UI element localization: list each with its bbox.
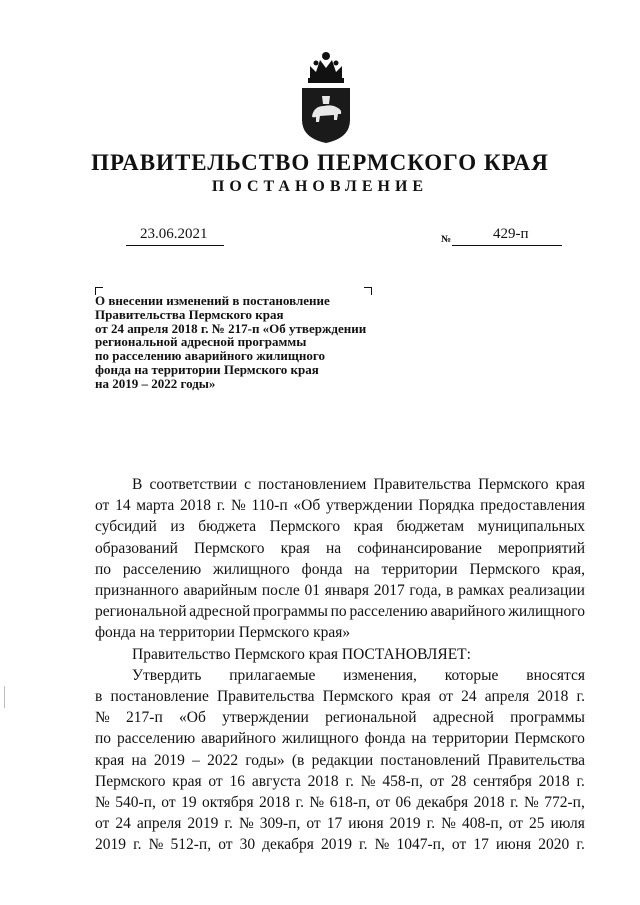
body-word: на [131,751,147,769]
coat-of-arms-icon [296,48,356,144]
body-word: края [280,539,310,557]
body-word: декабря [262,836,314,854]
body-line [95,686,585,707]
body-line [95,474,585,495]
body-word: рамках [458,582,505,600]
body-word: 2018 [537,688,569,706]
body-word: 217-п [126,709,163,727]
body-word: программы [510,709,585,727]
body-word: 2018 [259,794,291,812]
body-word: 19 [181,794,197,812]
body-word: в [95,688,103,706]
body-word: Утвердить [132,666,202,684]
body-line [95,834,585,855]
subject-line: на 2019 – 2022 годы» [95,375,216,391]
body-word: мероприятий [497,539,585,557]
number-sign: № [441,234,452,245]
body-word: Правительства [487,751,585,769]
body-word: утверждении [222,709,309,727]
body-line [95,516,585,537]
body-word: 2019 [389,815,421,833]
body-word: от [375,794,391,812]
body-word: № [309,794,325,812]
body-word: которые [444,666,499,684]
body-word: региональной [95,603,187,621]
body-word: территории [432,730,509,748]
body-word: августа [251,772,301,790]
body-word: 24 [461,688,477,706]
body-word: – [192,751,200,769]
body-word: аварийного [430,603,506,621]
body-word: 110-п [251,497,288,515]
body-word: (в [291,751,305,769]
body-word: сентября [473,772,532,790]
body-line [95,813,585,834]
body-word: г. [224,815,233,833]
body-word: от [438,688,454,706]
body-word: декабря [416,794,469,812]
document-type: ПОСТАНОВЛЕНИЕ [211,178,429,195]
body-word: Пермского [194,539,265,557]
body-word: от [306,815,321,833]
body-word: изменения, [343,666,417,684]
body-word: 540-п, [115,794,156,812]
body-word: аварийным [183,582,258,600]
body-word: Пермского [514,730,585,748]
body-word: 2020 [538,836,570,854]
body-word: года, [409,582,442,600]
body-word: января [324,582,369,600]
body-word: 2017 [373,582,405,600]
body-word: признанного [95,582,179,600]
body-word: 408-п, [462,815,503,833]
body-word: края [172,772,202,790]
body-word: 16 [229,772,246,790]
body-line [95,771,585,792]
subject-line: региональной адресной программы [95,334,307,350]
subject-line: фонда на территории Пермского края [95,361,319,377]
subject-line: Правительства Пермского края [95,306,284,322]
body-word: бюджета [198,518,257,536]
body-line [95,538,585,559]
body-word: края [401,688,431,706]
body-line [95,495,585,516]
body-word: г. [345,772,354,790]
body-word: жилищного [508,603,585,621]
body-word: 2018 [538,772,570,790]
body-word: 2019 [320,836,352,854]
body-word: предоставления [480,497,585,515]
body-word: г. [133,836,142,854]
body-word: после [261,582,300,600]
body-word: 458-п, [382,772,423,790]
body-word: 24 [115,815,131,833]
body-word: от [208,772,223,790]
body-word: адресной [432,709,494,727]
body-word: № [524,794,539,812]
subject-line: от 24 апреля 2018 г. № 217-п «Об утверждении [95,320,367,336]
body-word: фонда на территории Пермского края» [95,624,351,642]
body-word: постановление [110,688,209,706]
body-word: от [218,836,233,854]
body-line [95,580,585,601]
body-word: с [244,476,252,493]
body-word: фонда [364,730,406,748]
body-word: на [411,730,427,748]
body-word: 17 [473,836,489,854]
body-word: редакции [311,751,374,769]
document-date: 23.06.2021 [140,226,208,242]
subject-line: по расселению аварийного жилищного [95,348,325,364]
body-word: № [238,815,254,833]
body-word: июня [495,836,532,854]
body-word: по [95,730,112,748]
body-word: № [374,836,390,854]
number-underline [452,245,562,246]
body-word: на [354,560,370,578]
body-line [95,622,585,643]
body-word: октября [202,794,254,812]
body-word: от [429,772,445,790]
body-word: апреля [484,688,530,706]
body-word: 618-п, [329,794,371,812]
body-word: марта [136,497,175,515]
body-word: 2019 [95,836,126,854]
body-word: Правительство Пермского края ПОСТАНОВЛЯЕТ: [132,645,471,663]
body-word: аварийного [201,730,277,748]
body-word: № [95,794,110,812]
body-word: 2018 [307,772,339,790]
body-word: 17 [326,815,343,833]
body-word: из [170,518,185,536]
body-word: от [95,815,110,833]
body-word: Пермского [95,772,166,790]
body-word: 28 [450,772,467,790]
subject-line: О внесении изменений в постановление [95,293,330,308]
body-word: бюджетам [396,518,465,536]
body-word: софинансирование [357,539,482,557]
body-word: муниципальных [477,518,585,536]
body-word: в [446,582,454,600]
body-line [95,750,585,771]
body-word: г. [426,815,436,833]
body-word: Пермского [269,518,341,536]
body-word: № [95,709,110,727]
body-word: г. [216,497,226,515]
body-word: 2022 [207,751,239,769]
body-word: края, [551,560,585,578]
body-word: жилищного [281,730,359,748]
body-word: на [326,539,342,557]
body-word: края [555,476,585,493]
body-word: 30 [239,836,256,854]
body-word: расселению [122,560,202,578]
body-word: г. [576,772,585,790]
body-word: адресной [189,603,251,621]
body-word: 14 [115,497,131,515]
body-word: № [148,836,164,854]
body-word: № [230,497,246,515]
document-number: 429-п [493,226,529,242]
body-word: территории [381,560,458,578]
body-word: 2018 [473,794,505,812]
body-word: В [132,476,143,493]
body-word: июня [348,815,384,833]
body-line [95,601,585,622]
body-word: г. [359,836,368,854]
body-word: прилагаемые [229,666,316,684]
body-word: 309-п, [259,815,301,833]
body-word: Пермского [322,688,394,706]
government-title: ПРАВИТЕЛЬСТВО ПЕРМСКОГО КРАЯ [91,150,549,175]
body-word: программы [253,603,328,621]
body-line [95,559,585,580]
body-word: постановлений [380,751,481,769]
body-word: г. [510,794,519,812]
document-subject [95,294,435,391]
body-word: 01 [304,582,320,600]
scan-margin-mark [4,686,5,708]
body-word: Порядка [418,497,475,515]
body-word: 2019 [187,815,219,833]
body-word: от [95,497,110,515]
body-word: 1047-п, [396,836,445,854]
body-word: 512-п, [170,836,212,854]
body-word: г. [576,688,585,706]
body-word: апреля [136,815,182,833]
body-line [95,665,585,686]
body-word: утверждении [325,497,413,515]
body-word: г. [576,836,585,854]
body-word: вносятся [526,666,585,684]
body-word: расселению [349,603,428,621]
body-word: края [95,751,125,769]
date-underline [126,245,224,246]
document-body [95,474,585,856]
body-word: по [95,560,112,578]
body-word: жилищного [213,560,290,578]
body-word: Правительства [216,688,315,706]
body-word: Пермского [469,560,540,578]
body-word: от [161,794,176,812]
body-word: № [441,815,456,833]
body-word: июля [550,815,585,833]
body-word: «Об [293,497,321,515]
body-word: региональной [325,709,417,727]
body-word: от [508,815,523,833]
body-word: 06 [395,794,411,812]
body-word: № [360,772,376,790]
body-word: «Об [179,709,206,727]
body-word: реализации [509,582,585,600]
body-line [95,707,585,728]
body-word: 25 [528,815,545,833]
body-word: расселению [116,730,196,748]
body-word: соответствии [149,476,238,493]
body-word: субсидий [95,518,157,536]
body-word: фонда [301,560,343,578]
body-line [95,792,585,813]
body-word: от [451,836,467,854]
body-word: края [353,518,383,536]
body-word: постановлением [258,476,367,493]
body-word: Пермского [478,476,549,493]
body-word: по [330,603,347,621]
body-word: г. [295,794,304,812]
body-word: 2019 [153,751,185,769]
body-line [95,644,585,665]
body-word: Правительства [373,476,471,493]
body-word: 2018 [180,497,212,515]
body-line [95,728,585,749]
body-word: годы» [245,751,285,769]
body-word: 772-п, [544,794,585,812]
body-word: образований [95,539,178,557]
